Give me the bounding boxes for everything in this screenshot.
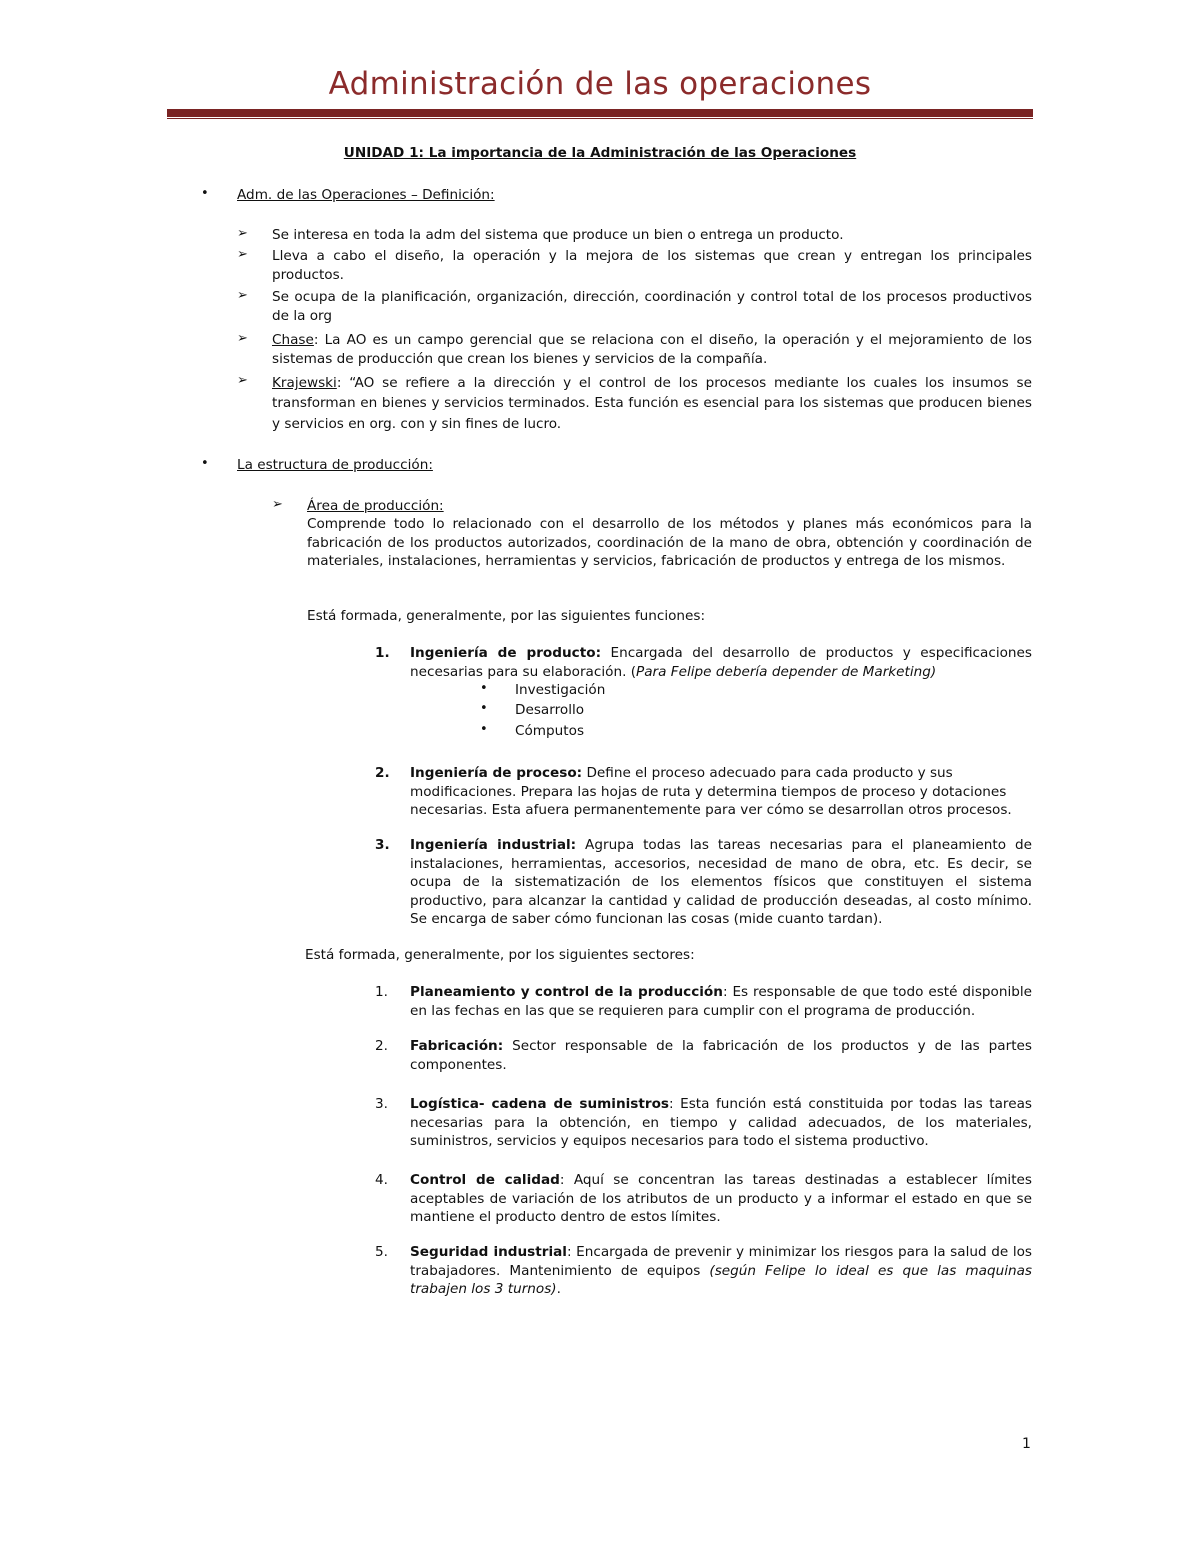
sector-title: Control de calidad [410,1172,560,1188]
functions-intro: Está formada, generalmente, por las siguientes funciones: [307,608,706,624]
definition-item: Lleva a cabo el diseño, la operación y la mejora de los sistemas que crean y entregan los principales productos. [272,248,1032,283]
sector-note: (según Felipe lo ideal es que las maquinas trabajen los 3 turnos) [410,1262,1032,1298]
sub-item: Desarrollo [515,702,585,718]
function-item [410,644,1032,681]
sector-text: : Esta función está constituida por todas las tareas necesarias para la obtención, en tiempo y calidad adecuados, de los materiales, suministros, servicios y equipos necesarios para todo el sistema productivo. [410,1096,1032,1150]
function-number: 2. [375,765,390,781]
function-title: Ingeniería de producto: [410,645,602,661]
sector-number: 2. [375,1038,388,1054]
bullet-icon: • [480,701,488,716]
arrow-bullet-icon: ➢ [272,497,283,512]
definition-item [272,373,1032,434]
sector-text: Sector responsable de la fabricación de los productos y de las partes componentes. [410,1038,1032,1073]
sector-text: : Es responsable de que todo esté disponible en las fechas en las que se requieren para cumplir con el programa de producción. [410,984,1033,1019]
title-rule [167,109,1033,117]
bullet-icon: • [480,681,488,696]
sectors-intro: Está formada, generalmente, por los siguientes sectores: [305,947,695,963]
arrow-bullet-icon: ➢ [237,288,248,303]
sector-item [410,1243,1032,1299]
author-definition: : “AO se refiere a la dirección y el control de los procesos mediante los cuales los insumos se transforman en bienes y servicios terminados. Esta función es esencial para los sistemas que producen bienes y servicios en org. con y sin fines de lucro. [272,375,1032,432]
function-item [410,764,1032,820]
sector-number: 4. [375,1172,388,1188]
definition-item: Se ocupa de la planificación, organización, dirección, coordinación y control total de los procesos productivos de la org [272,289,1032,324]
function-number: 3. [375,837,390,853]
author-label: Krajewski [272,375,337,391]
sector-title: Planeamiento y control de la producción [410,984,723,1000]
arrow-bullet-icon: ➢ [237,226,248,241]
bullet-icon: • [201,186,209,201]
sector-item [410,1171,1032,1227]
arrow-bullet-icon: ➢ [237,373,248,388]
function-text: Agrupa todas las tareas necesarias para el planeamiento de instalaciones, herramientas, accesorios, necesidad de mano de obra, etc. Es decir, se ocupa de la sistematización de los elementos físicos que constituyen el sistema productivo, para alcanzar la cantidad y calidad de producción deseadas, al costo mínimo. Se encarga de saber cómo funcionan las cosas (mide cuanto tardan). [410,837,1032,928]
sector-title: Seguridad industrial [410,1244,567,1260]
sector-item [410,983,1032,1020]
arrow-bullet-icon: ➢ [237,331,248,346]
page-number: 1 [1022,1436,1031,1452]
bullet-icon: • [480,722,488,737]
document-title: Administración de las operaciones [328,66,872,102]
section1-heading: Adm. de las Operaciones – Definición: [237,187,495,203]
arrow-bullet-icon: ➢ [237,247,248,262]
sub-item: Investigación [515,682,606,698]
function-title: Ingeniería de proceso: [410,765,583,781]
definition-item: Se interesa en toda la adm del sistema que produce un bien o entrega un producto. [272,227,844,243]
author-definition: : La AO es un campo gerencial que se relaciona con el diseño, la operación y el mejoramiento de los sistemas de producción que crean los bienes y servicios de la compañía. [272,332,1032,367]
function-note: Para Felipe debería depender de Marketing) [636,663,937,680]
bullet-icon: • [201,456,209,471]
function-text: Define el proceso adecuado para cada producto y sus modificaciones. Prepara las hojas de ruta y determina tiempos de proceso y dotaciones necesarias. Esta afuera permanentemente para ver cómo se desarrollan otros procesos. [410,765,1012,819]
sector-title: Logística- cadena de suministros [410,1096,670,1112]
sector-title: Fabricación: [410,1038,504,1054]
definition-item [272,331,1032,368]
area-description: Comprende todo lo relacionado con el desarrollo de los métodos y planes más económicos para la fabricación de los productos autorizados, coordinación de la mano de obra, obtención y coordinación de materiales, instalaciones, herramientas y servicios, fabricación de productos y entrega de los mismos. [307,516,1032,570]
function-item [410,836,1032,929]
sector-number: 3. [375,1096,388,1112]
author-label: Chase [272,332,314,348]
section2-heading: La estructura de producción: [237,457,433,473]
sector-number: 5. [375,1244,388,1260]
sector-item [410,1037,1032,1074]
function-text: Encargada del desarrollo de productos y especificaciones necesarias para su elaboración. ( [410,645,1032,680]
function-number: 1. [375,645,390,661]
title-rule-thin [167,118,1033,119]
function-title: Ingeniería industrial: [410,837,577,853]
sector-text: : Encargada de prevenir y minimizar los riesgos para la salud de los trabajadores. Mantenimiento de equipos [410,1244,1032,1279]
sector-tail: . [556,1281,561,1298]
sector-text: : Aquí se concentran las tareas destinadas a establecer límites aceptables de variación de los atributos de un producto y a informar el estado en que se mantiene el producto dentro de estos límites. [410,1172,1032,1226]
sub-item: Cómputos [515,723,585,739]
unit-heading: UNIDAD 1: La importancia de la Administración de las Operaciones [343,145,857,161]
area-heading: Área de producción: [307,498,444,514]
sector-number: 1. [375,984,388,1000]
sector-item [410,1095,1032,1151]
